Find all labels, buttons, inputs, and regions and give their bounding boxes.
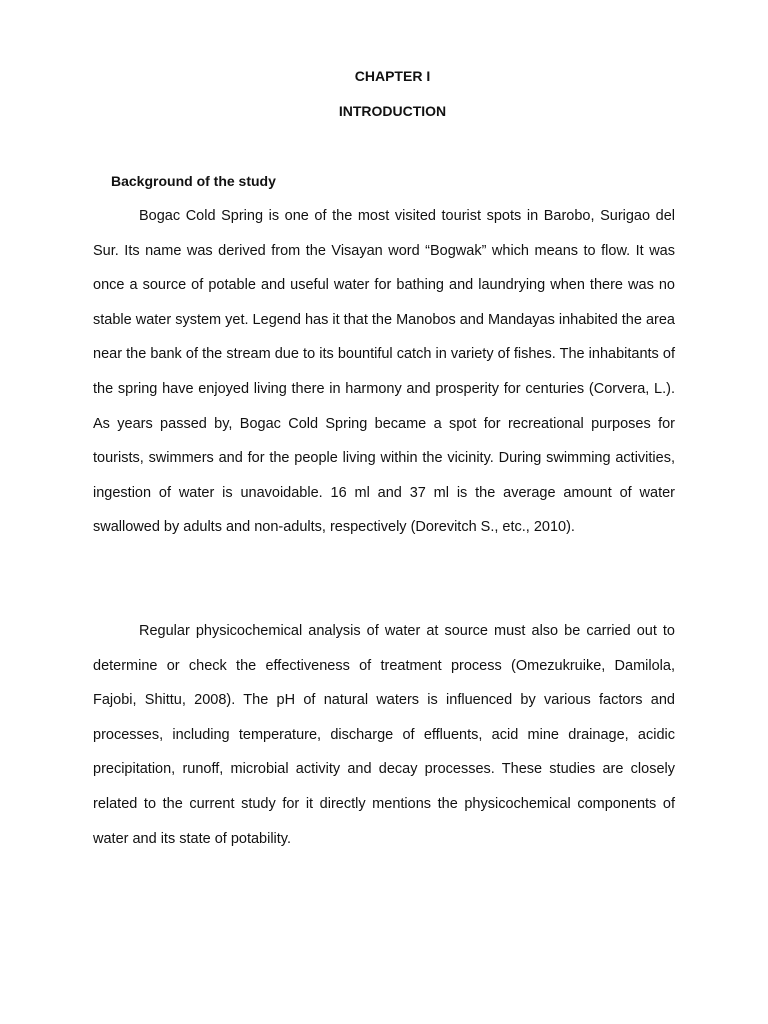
body-paragraph: Regular physicochemical analysis of water at source must also be carried out to determine or check the effectiveness of treatment process (Omezukruike, Damilola, Fajobi, Shittu, 2008). The pH of natural waters is influenced by various factors and processes, including temperature, discharge of effluents, acid mine drainage, acidic precipitation, runoff, microbial activity and decay processes. These studies are closely related to the current study for it directly mentions the physicochemical components of water and its state of potability.	[93, 623, 675, 847]
section-heading: Background of the study	[111, 173, 276, 189]
chapter-title: INTRODUCTION	[338, 103, 447, 119]
chapter-heading: CHAPTER I	[354, 68, 431, 84]
body-paragraph: Bogac Cold Spring is one of the most visited tourist spots in Barobo, Surigao del Sur. Its name was derived from the Visayan word “Bogwak” which means to flow. It was once a source of potable and useful water for bathing and laundrying when there was no stable water system yet. Legend has it that the Manobos and Mandayas inhabited the area near the bank of the stream due to its bountiful catch in variety of fishes. The inhabitants of the spring have enjoyed living there in harmony and prosperity for centuries (Corvera, L.). As years passed by, Bogac Cold Spring became a spot for recreational purposes for tourists, swimmers and for the people living within the vicinity. During swimming activities, ingestion of water is unavoidable. 16 ml and 37 ml is the average amount of water swallowed by adults and non-adults, respectively (Dorevitch S., etc., 2010).	[93, 208, 675, 536]
